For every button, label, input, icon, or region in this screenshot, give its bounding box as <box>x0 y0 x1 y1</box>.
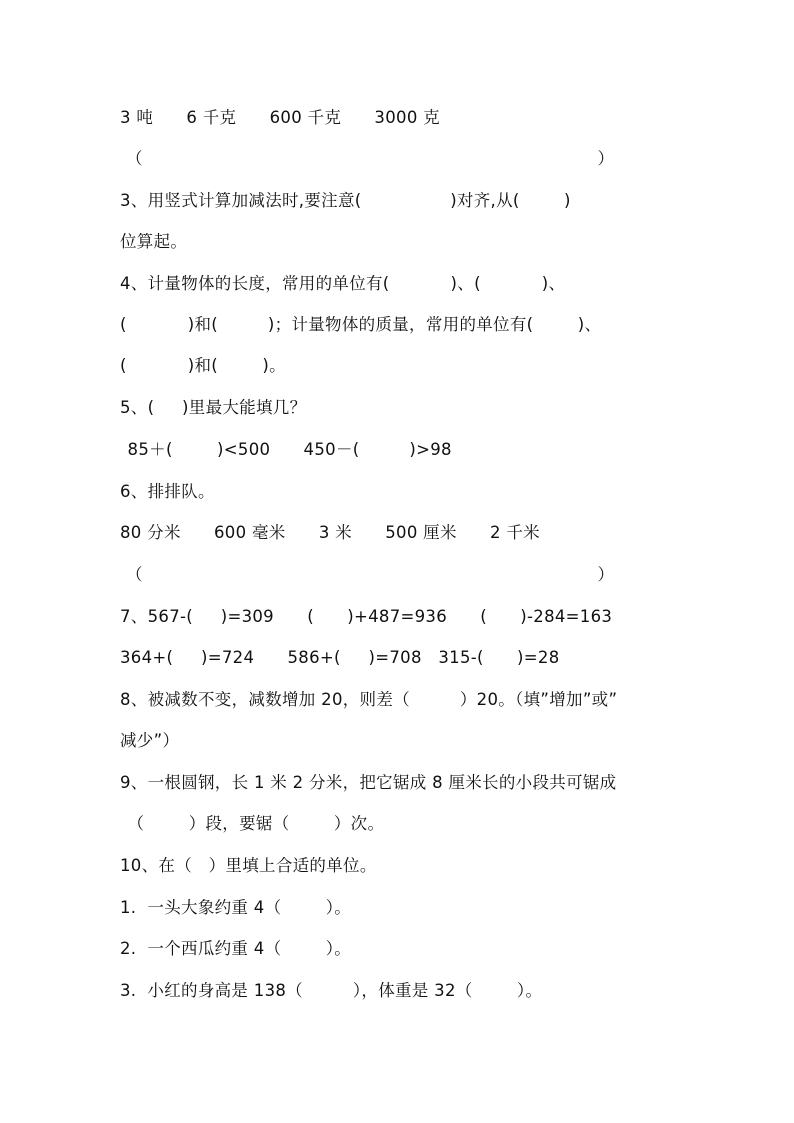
question-5-title: 5、( )里最大能填几？ <box>120 398 307 417</box>
question-3-line-1: 3、用竖式计算加减法时,要注意( )对齐,从( ) <box>120 191 571 210</box>
length-units-row: 80 分米 600 毫米 3 米 500 厘米 2 千米 <box>120 523 540 542</box>
question-4-line-2: ( )和( )；计量物体的质量，常用的单位有( )、 <box>120 315 602 334</box>
question-8-line-1: 8、被减数不变，减数增加 20，则差（ ）20。（填”增加”或” <box>120 690 618 709</box>
question-10-item-3: 3. 小红的身高是 138（ ），体重是 32（ ）。 <box>120 981 543 1000</box>
question-6-title: 6、排排队。 <box>120 482 215 501</box>
question-4-line-3: ( )和( )。 <box>120 356 286 375</box>
question-9-line-2: （ ）段，要锯（ ）次。 <box>122 814 385 833</box>
question-10-item-2: 2. 一个西瓜约重 4（ ）。 <box>120 939 352 958</box>
question-3-line-2: 位算起。 <box>120 232 188 251</box>
question-7-line-1: 7、567-( )=309 ( )+487=936 ( )-284=163 <box>120 607 613 626</box>
question-8-line-2: 减少”） <box>120 731 180 750</box>
question-10-title: 10、在（ ）里填上合适的单位。 <box>120 856 377 875</box>
question-10-item-1: 1. 一头大象约重 4（ ）。 <box>120 898 352 917</box>
weight-units-row: 3 吨 6 千克 600 千克 3000 克 <box>120 108 440 127</box>
question-7-line-2: 364+( )=724 586+( )=708 315-( )=28 <box>120 648 560 667</box>
question-4-line-1: 4、计量物体的长度，常用的单位有( )、( )、 <box>120 274 566 293</box>
ordering-answer-blank: （ ） <box>126 149 615 168</box>
question-9-line-1: 9、一根圆钢，长 1 米 2 分米，把它锯成 8 厘米长的小段共可锯成 <box>120 773 617 792</box>
ordering-answer-blank-2: （ ） <box>126 565 615 584</box>
question-5-expressions: 85＋( )<500 450－( )>98 <box>122 440 452 459</box>
